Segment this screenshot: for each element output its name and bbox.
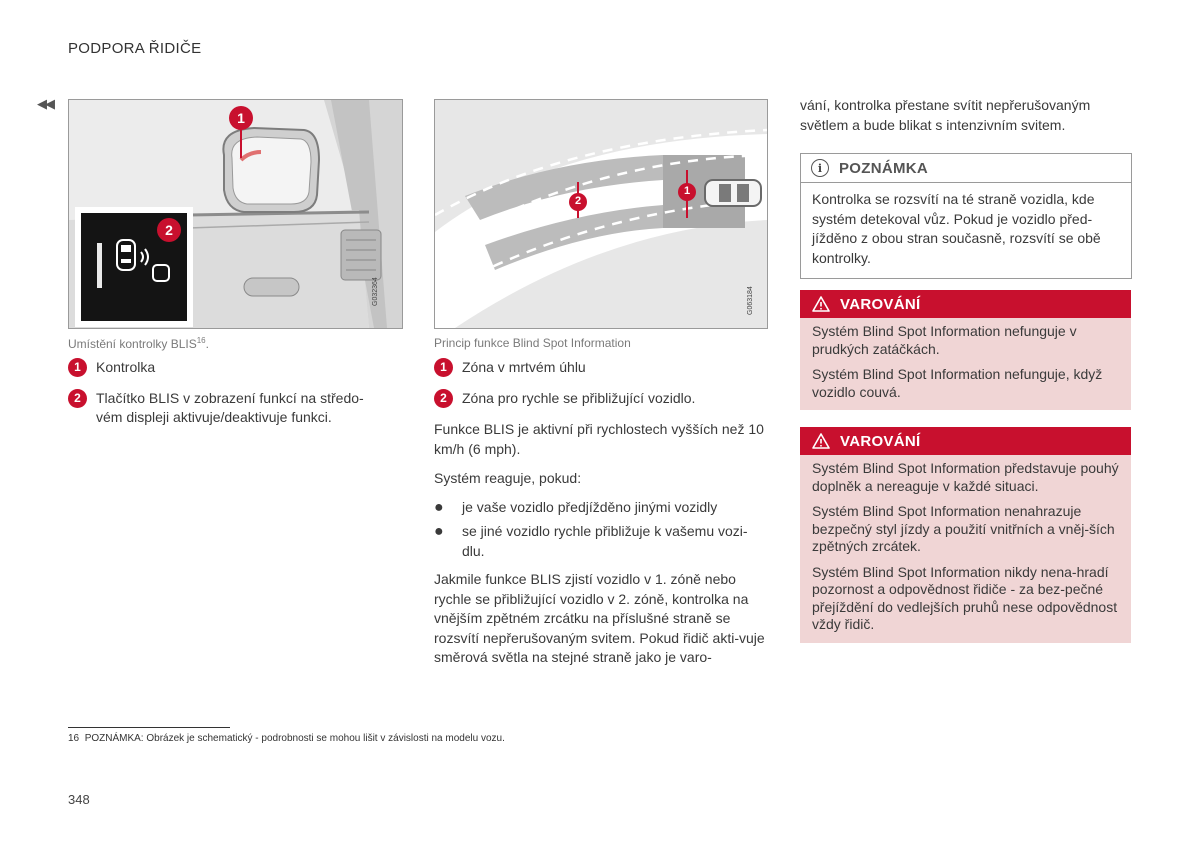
figure1-caption-text: Umístění kontrolky BLIS	[68, 337, 197, 351]
note-text: Kontrolka se rozsvítí na té straně vozidla, kde systém detekoval vůz. Pokud je vozidlo před-jížděno z obou stran současně, rozsvítí se obě kontrolky.	[812, 191, 1101, 266]
number-badge: 2	[434, 389, 453, 408]
warning-triangle-icon	[812, 433, 830, 449]
warning-title: VAROVÁNÍ	[840, 295, 921, 313]
number-badge: 2	[68, 389, 87, 408]
bullet-item	[434, 498, 768, 518]
list-item	[68, 358, 388, 377]
figure1-legend	[68, 358, 388, 427]
bullet-item	[434, 522, 768, 561]
figure2-callout-1-label: 1	[683, 185, 691, 197]
list-item-text: Zóna pro rychle se přibližující vozidlo.	[462, 390, 696, 406]
footnote-ref-16[interactable]: 16	[196, 336, 206, 345]
back-arrows-icon[interactable]: ◀◀	[37, 96, 53, 111]
info-icon: i	[811, 159, 829, 177]
warning-paragraph: Systém Blind Spot Information nefunguje, když vozidlo couvá.	[812, 366, 1103, 400]
figure1-code: G032364	[372, 277, 379, 306]
bullet-text: je vaše vozidlo předjížděno jinými vozidly	[462, 498, 718, 515]
list-item-text: Tlačítko BLIS v zobrazení funkcí na středo-vém displeji aktivuje/deaktivuje funkci.	[96, 390, 364, 425]
warning-header	[800, 427, 1131, 455]
figure2-callout-2-label: 2	[574, 195, 582, 207]
warning-paragraph: Systém Blind Spot Information nenahrazuje bezpečný styl jízdy a použití vnitřních a vněj-ších zpětných zrcátek.	[812, 503, 1115, 554]
figure-blis-location	[68, 99, 403, 329]
warning-paragraph: Systém Blind Spot Information nefunguje v prudkých zatáčkách.	[812, 323, 1077, 357]
figure2-code: G063184	[747, 286, 754, 315]
section-title: PODPORA ŘIDIČE	[68, 40, 202, 57]
warning-title: VAROVÁNÍ	[840, 432, 921, 450]
footnote-divider	[68, 727, 230, 728]
footnote-number: 16	[68, 733, 80, 744]
figure2-legend	[434, 358, 764, 408]
note-box	[800, 153, 1132, 279]
number-badge: 1	[68, 358, 87, 377]
bullet-text: se jiné vozidlo rychle přibližuje k vašemu vozi-dlu.	[462, 523, 748, 559]
footnote-text: POZNÁMKA: Obrázek je schematický - podrobnosti se mohou lišit v závislosti na modelu vozu.	[84, 733, 505, 744]
warning-body	[800, 455, 1131, 643]
warning-paragraph: Systém Blind Spot Information představuje pouhý doplněk a nereaguje v každé situaci.	[812, 460, 1119, 494]
note-title: POZNÁMKA	[839, 159, 929, 177]
body-paragraph: Funkce BLIS je aktivní při rychlostech vyšších než 10 km/h (6 mph).	[434, 421, 764, 457]
body-column	[434, 420, 768, 668]
note-header	[801, 154, 1131, 183]
body-paragraph: Jakmile funkce BLIS zjistí vozidlo v 1. zóně nebo rychle se přibližující vozidlo v 2. zóně, kontrolka na vnějším zpětném zrcátku na příslušné straně se rozsvítí nepřerušovaným svitem. Pokud řidič akti-vuje směrová světla na stejné straně jako je varo-	[434, 571, 765, 665]
warning-box	[800, 427, 1131, 643]
warning-paragraph: Systém Blind Spot Information nikdy nena-hradí pozornost a odpovědnost řidiče - za bez-pečné přejíždění do vedlejších pruhů nese odpovědnost vždy řidič.	[812, 563, 1118, 632]
list-item	[434, 358, 764, 377]
page-number: 348	[68, 792, 90, 807]
warning-body	[800, 318, 1131, 410]
bullet-dot-icon: ●	[434, 523, 444, 540]
warning-header	[800, 290, 1131, 318]
list-item	[68, 389, 388, 427]
body-paragraph: Systém reaguje, pokud:	[434, 470, 582, 486]
list-item-text: Zóna v mrtvém úhlu	[462, 359, 586, 375]
figure-blis-zones-illustration	[435, 100, 767, 328]
car-icon	[705, 180, 761, 206]
warning-box	[800, 290, 1131, 410]
figure1-callout-2-label: 2	[165, 222, 173, 238]
figure-blis-zones	[434, 99, 768, 329]
figure1-caption: Umístění kontrolky BLIS$^{16}$.	[68, 336, 209, 351]
bullet-dot-icon: ●	[434, 498, 444, 516]
footnote	[68, 733, 505, 744]
list-item-text: Kontrolka	[96, 359, 156, 375]
warning-triangle-icon	[812, 296, 830, 312]
list-item	[434, 389, 764, 408]
figure-blis-location-illustration	[69, 100, 402, 328]
number-badge: 1	[434, 358, 453, 377]
body-paragraph-continued: vání, kontrolka přestane svítit nepřerušovaným světlem a bude blikat s intenzivním svitem.	[800, 97, 1091, 133]
figure1-callout-1-label: 1	[237, 110, 245, 126]
figure2-caption: Princip funkce Blind Spot Information	[434, 336, 631, 350]
